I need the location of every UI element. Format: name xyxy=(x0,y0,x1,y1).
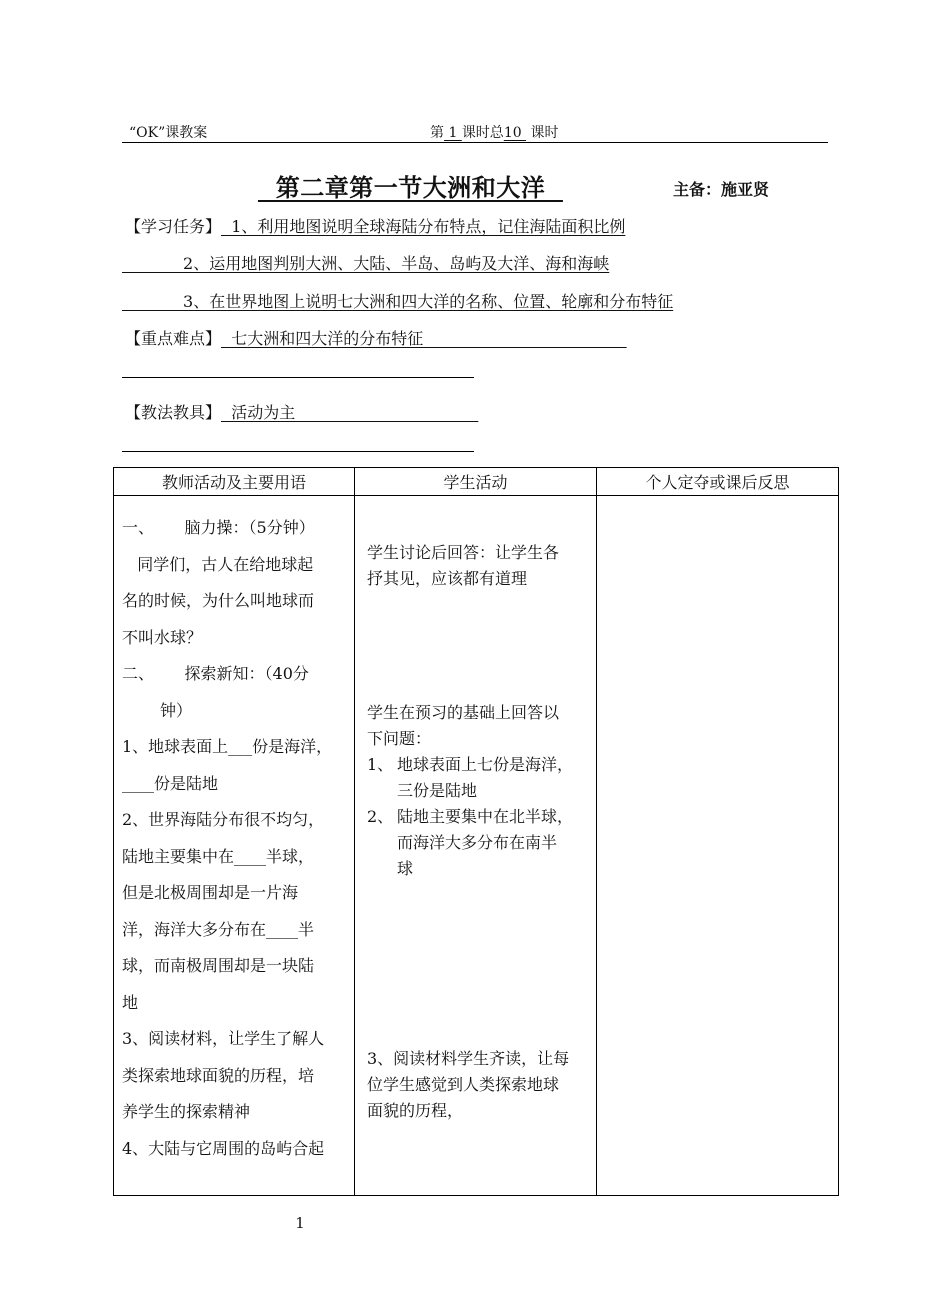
teacher-line: 不叫水球？ xyxy=(122,627,203,647)
teacher-line: 2、世界海陆分布很不均匀， xyxy=(122,810,325,829)
teacher-line: 但是北极周围却是一片海 xyxy=(122,883,299,902)
learning-task-2: 2、运用地图判别大洲、大陆、半岛、岛屿及大洋、海和海峡 xyxy=(122,254,610,273)
key-points: 【重点难点】 七大洲和四大洋的分布特征 xyxy=(125,329,627,348)
table-row xyxy=(114,496,839,1196)
lesson-plan-table xyxy=(113,467,839,1196)
student-answer-item: 1、 地球表面上七份是海洋， 三份是陆地 xyxy=(367,755,574,800)
column-header-reflection: 个人定夺或课后反思 xyxy=(597,468,839,496)
learning-task-label: 【学习任务】 xyxy=(125,217,222,236)
teacher-line: 一、 脑力操：（5分钟） xyxy=(122,518,315,537)
student-line: 面貌的历程， xyxy=(367,1101,464,1120)
header-rule xyxy=(122,142,828,143)
teacher-line: 地 xyxy=(122,992,139,1012)
student-line: 学生讨论后回答：让学生各 xyxy=(367,543,560,562)
teacher-line: 养学生的探索精神 xyxy=(122,1102,251,1121)
teacher-line: 3、阅读材料，让学生了解人 xyxy=(122,1029,325,1048)
learning-task-1: 【学习任务】 1、利用地图说明全球海陆分布特点，记住海陆面积比例 xyxy=(125,217,626,236)
teacher-line: 二、 探索新知：（40分 xyxy=(122,664,309,683)
student-line: 下问题： xyxy=(367,729,432,748)
teaching-methods: 【教法教具】 活动为主 xyxy=(125,403,479,422)
teacher-line: 类探索地球面貌的历程，培 xyxy=(122,1065,315,1085)
page-number: 1 xyxy=(295,1214,305,1232)
reflection-cell xyxy=(597,496,839,1196)
teacher-line: 1、地球表面上___份是海洋， xyxy=(122,737,333,756)
teacher-line: ____份是陆地 xyxy=(122,773,219,793)
blank-line xyxy=(122,451,474,452)
teacher-line: 名的时候，为什么叫地球而 xyxy=(122,591,315,610)
table-header-row xyxy=(114,468,839,496)
column-header-teacher: 教师活动及主要用语 xyxy=(114,468,355,496)
student-answer-item: 2、 陆地主要集中在北半球， 而海洋大多分布在南半 球 xyxy=(367,807,574,878)
teacher-line: 陆地主要集中在____半球， xyxy=(122,846,315,866)
teacher-line: 4、大陆与它周围的岛屿合起 xyxy=(122,1138,325,1158)
student-line: 学生在预习的基础上回答以 xyxy=(367,703,560,722)
student-line: 抒其见，应该都有道理 xyxy=(367,569,528,588)
column-header-student: 学生活动 xyxy=(355,468,597,496)
student-line: 位学生感觉到人类探索地球 xyxy=(367,1075,560,1094)
teacher-line: 洋，海洋大多分布在____半 xyxy=(122,919,315,939)
teacher-activity-cell xyxy=(114,496,355,1196)
key-points-label: 【重点难点】 xyxy=(125,329,222,348)
teacher-line: 同学们，古人在给地球起 xyxy=(122,554,314,574)
student-activity-cell xyxy=(355,496,597,1196)
teacher-line: 球，而南极周围却是一块陆 xyxy=(122,956,315,975)
teacher-line: 钟） xyxy=(160,700,193,720)
learning-task-3: 3、在世界地图上说明七大洲和四大洋的名称、位置、轮廓和分布特征 xyxy=(122,292,674,311)
lesson-count: 第 1 课时总10 课时 xyxy=(430,125,559,141)
page-title: 第二章第一节大洲和大洋 xyxy=(258,174,563,202)
student-line: 3、阅读材料学生齐读，让每 xyxy=(367,1049,570,1068)
doc-type-label: “OK”课教案 xyxy=(129,125,208,141)
author-label: 主备：施亚贤 xyxy=(673,180,770,199)
methods-label: 【教法教具】 xyxy=(125,403,222,422)
blank-line xyxy=(122,377,474,378)
